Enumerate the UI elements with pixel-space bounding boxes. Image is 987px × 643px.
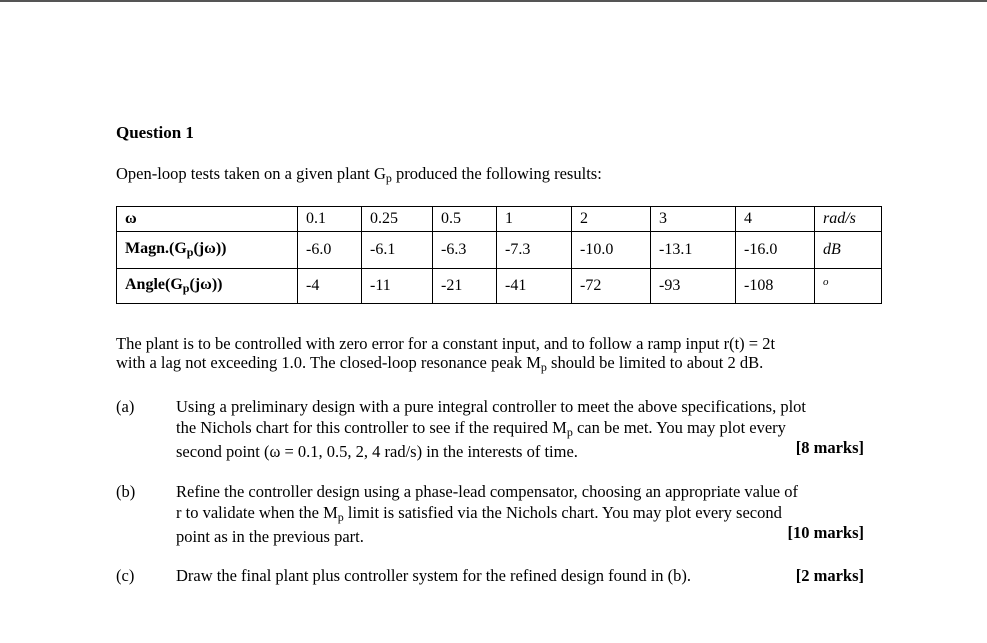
spec-line-2-text: with a lag not exceeding 1.0. The closed-loop resonance peak M bbox=[116, 353, 541, 372]
angle-cell: -72 bbox=[572, 269, 651, 304]
degree-symbol: o bbox=[823, 275, 829, 288]
angle-cell: -93 bbox=[651, 269, 736, 304]
part-b-line-1: Refine the controller design using a phase-lead compensator, choosing an appropriate value of bbox=[176, 482, 799, 501]
intro-text-end: produced the following results: bbox=[391, 164, 602, 183]
magnitude-label-end: (jω)) bbox=[193, 240, 227, 257]
intro-text: Open-loop tests taken on a given plant G bbox=[116, 164, 386, 183]
part-a-line-2 bbox=[176, 418, 870, 443]
part-b-line-2 bbox=[176, 503, 870, 528]
magnitude-row bbox=[117, 232, 882, 269]
angle-cell: -21 bbox=[433, 269, 497, 304]
part-a-line-2-end: can be met. You may plot every bbox=[572, 417, 786, 437]
omega-cell: 2 bbox=[572, 207, 651, 232]
omega-cell: 0.25 bbox=[362, 207, 433, 232]
part-b-label: (b) bbox=[116, 482, 136, 501]
omega-cell: 4 bbox=[736, 207, 815, 232]
magnitude-cell: -6.0 bbox=[298, 232, 362, 269]
magnitude-cell: -16.0 bbox=[736, 232, 815, 269]
frequency-response-table bbox=[116, 206, 882, 304]
magnitude-unit: dB bbox=[815, 232, 882, 269]
angle-header bbox=[117, 269, 298, 304]
intro-subscript: p bbox=[385, 171, 392, 185]
top-border-line bbox=[0, 0, 987, 2]
magnitude-cell: -10.0 bbox=[572, 232, 651, 269]
omega-row bbox=[117, 207, 882, 232]
part-b-line-3: point as in the previous part. bbox=[176, 527, 364, 546]
spec-line-2-end: should be limited to about 2 dB. bbox=[546, 353, 764, 372]
angle-cell: -11 bbox=[362, 269, 433, 304]
part-c-marks: [2 marks] bbox=[795, 566, 864, 585]
magnitude-header bbox=[117, 232, 298, 269]
magnitude-label-sub: p bbox=[186, 245, 194, 259]
magnitude-cell: -6.3 bbox=[433, 232, 497, 269]
part-a-line-1: Using a preliminary design with a pure integral controller to meet the above specifications, plot bbox=[176, 397, 807, 416]
question-intro bbox=[116, 164, 602, 186]
part-b-marks: [10 marks] bbox=[787, 523, 864, 542]
spec-line-1: The plant is to be controlled with zero error for a constant input, and to follow a ramp input r(t) = 2t bbox=[116, 334, 776, 353]
part-a-line-2-sub: p bbox=[566, 424, 573, 439]
angle-cell: -108 bbox=[736, 269, 815, 304]
part-a-marks: [8 marks] bbox=[795, 438, 864, 457]
omega-cell: 3 bbox=[651, 207, 736, 232]
omega-cell: 1 bbox=[497, 207, 572, 232]
specification-paragraph bbox=[116, 334, 876, 377]
part-c-label: (c) bbox=[116, 566, 135, 585]
part-a-text bbox=[176, 397, 870, 463]
omega-cell: 0.5 bbox=[433, 207, 497, 232]
magnitude-label: Magn.(G bbox=[125, 240, 187, 257]
magnitude-cell: -6.1 bbox=[362, 232, 433, 269]
angle-label: Angle(G bbox=[125, 276, 183, 293]
angle-cell: -41 bbox=[497, 269, 572, 304]
angle-cell: -4 bbox=[298, 269, 362, 304]
omega-cell: 0.1 bbox=[298, 207, 362, 232]
omega-header: ω bbox=[117, 207, 298, 232]
part-c-text: Draw the final plant plus controller system for the refined design found in (b). bbox=[176, 566, 692, 585]
part-b-line-2-text: r to validate when the M bbox=[176, 502, 338, 522]
angle-row bbox=[117, 269, 882, 304]
part-b-line-2-sub: p bbox=[337, 509, 344, 524]
spec-line-2-sub: p bbox=[540, 360, 547, 374]
part-a-line-2-text: the Nichols chart for this controller to see if the required M bbox=[176, 417, 567, 437]
magnitude-cell: -13.1 bbox=[651, 232, 736, 269]
part-b-text bbox=[176, 482, 870, 548]
part-b-line-2-end: limit is satisfied via the Nichols chart. You may plot every second bbox=[343, 502, 782, 522]
omega-unit: rad/s bbox=[815, 207, 882, 232]
part-a-line-3: second point (ω = 0.1, 0.5, 2, 4 rad/s) in the interests of time. bbox=[176, 442, 578, 461]
magnitude-cell: -7.3 bbox=[497, 232, 572, 269]
question-title: Question 1 bbox=[116, 123, 194, 142]
part-a-label: (a) bbox=[116, 397, 135, 416]
spec-line-2 bbox=[116, 353, 876, 377]
angle-unit bbox=[815, 269, 882, 304]
angle-label-end: (jω)) bbox=[189, 276, 223, 293]
angle-label-sub: p bbox=[182, 281, 190, 295]
